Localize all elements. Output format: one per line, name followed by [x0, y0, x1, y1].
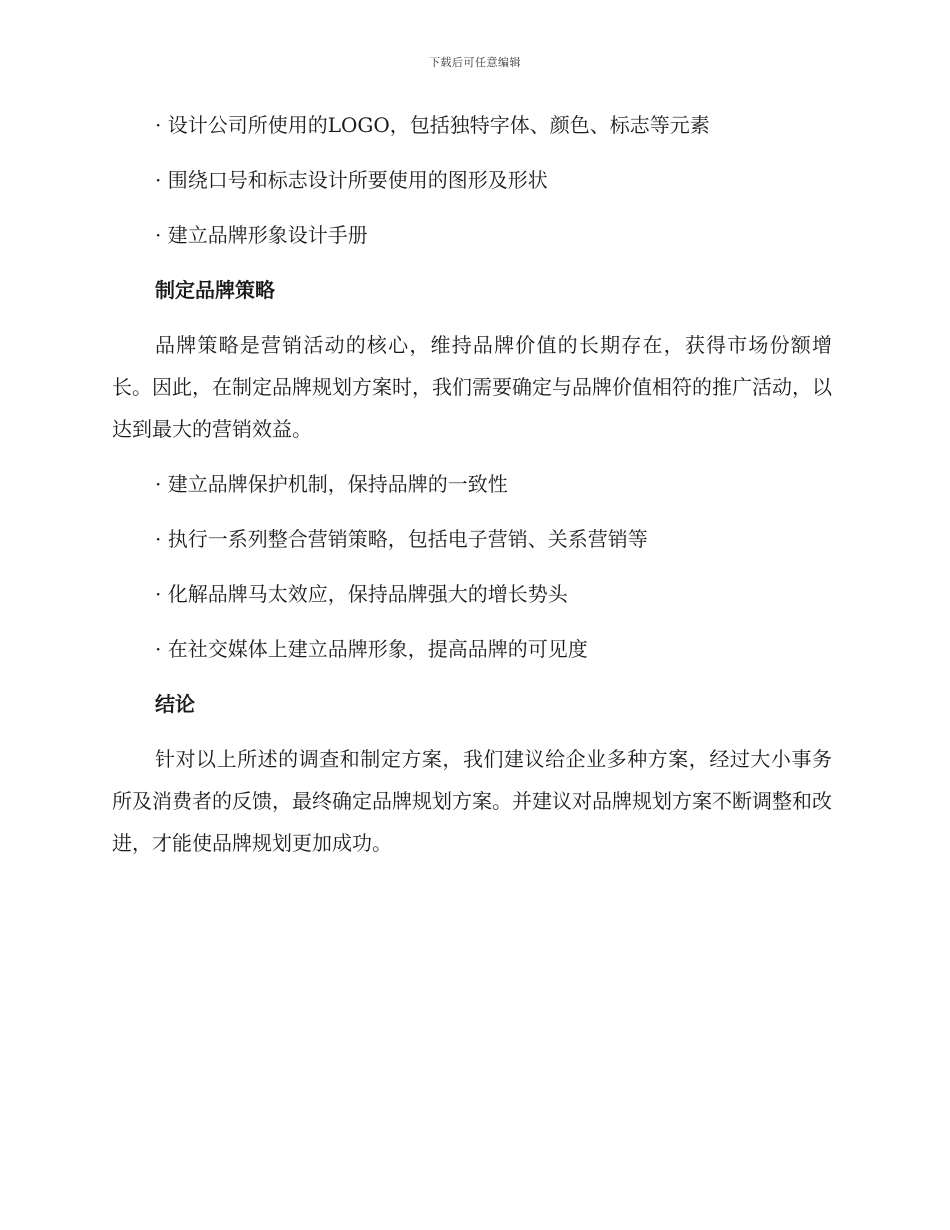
bullet-item: · 围绕口号和标志设计所要使用的图形及形状 — [155, 168, 548, 192]
bullet-item: · 化解品牌马太效应，保持品牌强大的增长势头 — [155, 582, 568, 606]
section-heading-strategy: 制定品牌策略 — [155, 278, 275, 302]
conclusion-paragraph: 针对以上所述的调查和制定方案，我们建议给企业多种方案，经过大小事务所及消费者的反馈，最终确定品牌规划方案。并建议对品牌规划方案不断调整和改进，才能使品牌规划更加成功。 — [112, 747, 832, 855]
document-body — [112, 110, 832, 883]
bullet-item: · 建立品牌形象设计手册 — [155, 223, 368, 247]
bullet-item: · 建立品牌保护机制，保持品牌的一致性 — [155, 472, 508, 496]
strategy-paragraph: 品牌策略是营销活动的核心，维持品牌价值的长期存在，获得市场份额增长。因此，在制定品牌规划方案时，我们需要确定与品牌价值相符的推广活动，以达到最大的营销效益。 — [112, 333, 832, 441]
bullet-item: · 设计公司所使用的LOGO，包括独特字体、颜色、标志等元素 — [155, 113, 710, 137]
page-header: 下载后可任意编辑 — [429, 56, 521, 69]
bullet-item: · 执行一系列整合营销策略，包括电子营销、关系营销等 — [155, 527, 648, 551]
bullet-item: · 在社交媒体上建立品牌形象，提高品牌的可见度 — [155, 637, 588, 661]
section-heading-conclusion: 结论 — [155, 692, 195, 716]
